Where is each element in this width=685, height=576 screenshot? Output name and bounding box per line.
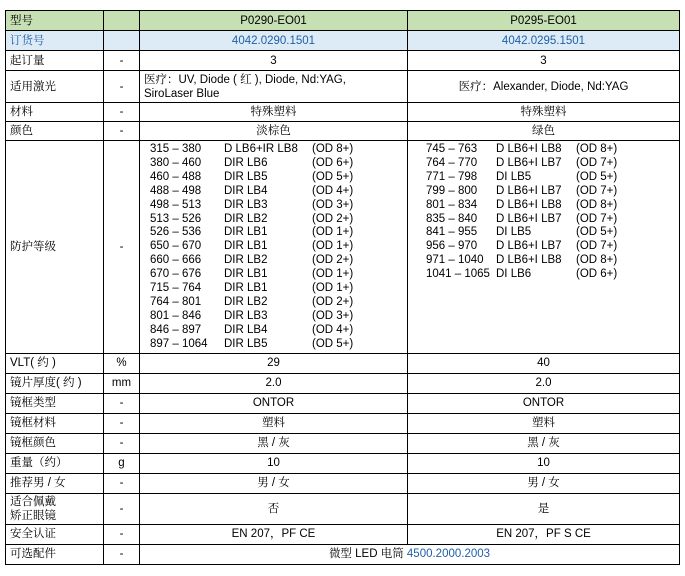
- model1-protection: [140, 141, 408, 354]
- row-label: 镜框颜色: [6, 433, 104, 453]
- optical-density: (OD 3+): [312, 198, 354, 211]
- wavelength-range: 897 – 1064: [150, 337, 208, 350]
- protection-entry: [426, 199, 623, 213]
- protection-spec: DI LB6: [496, 268, 532, 281]
- protection-entry: [150, 268, 359, 282]
- protection-spec: DIR LB2: [224, 295, 268, 308]
- accessory-order-number: 4500.2000.2003: [406, 548, 491, 561]
- optical-density: (OD 1+): [312, 240, 354, 253]
- protection-spec: DI LB5: [496, 170, 532, 183]
- row-unit: %: [104, 353, 140, 373]
- protection-spec: DIR LB5: [224, 337, 268, 350]
- protection-spec: DIR LB4: [224, 323, 268, 336]
- wavelength-range: 498 – 513: [150, 198, 202, 211]
- wavelength-range: 513 – 526: [150, 212, 202, 225]
- model2-lasers: 医疗：Alexander, Diode, Nd:YAG: [408, 71, 680, 103]
- gender-row: [6, 473, 680, 493]
- wavelength-range: 771 – 798: [426, 170, 478, 183]
- protection-spec: DI LB5: [496, 226, 532, 239]
- protection-entry: [426, 226, 623, 240]
- optical-density: (OD 6+): [576, 268, 618, 281]
- frame-material-row: [6, 413, 680, 433]
- wavelength-range: 745 – 763: [426, 143, 478, 155]
- optical-density: (OD 8+): [576, 143, 618, 155]
- protection-entry: [150, 213, 359, 227]
- accessory-value: [140, 544, 680, 564]
- wavelength-range: 380 – 460: [150, 156, 202, 169]
- optical-density: (OD 1+): [312, 226, 354, 239]
- model1-value: 特殊塑料: [140, 103, 408, 122]
- wavelength-range: 801 – 834: [426, 198, 478, 211]
- wavelength-range: 971 – 1040: [426, 254, 484, 267]
- order-label: 订货号: [6, 31, 104, 51]
- row-unit: -: [104, 433, 140, 453]
- optical-density: (OD 2+): [312, 295, 354, 308]
- protection-entry: [150, 254, 359, 268]
- row-unit: -: [104, 51, 140, 71]
- model2-value: EN 207，PF S CE: [408, 524, 680, 544]
- row-unit: -: [104, 103, 140, 122]
- protection-spec: DIR LB2: [224, 212, 268, 225]
- model2-value: 绿色: [408, 122, 680, 141]
- model2-value: 40: [408, 353, 680, 373]
- optical-density: (OD 4+): [312, 184, 354, 197]
- wavelength-range: 799 – 800: [426, 184, 478, 197]
- fits-over-glasses-row: [6, 493, 680, 524]
- protection-entry: [150, 143, 359, 157]
- model1-value: 男 / 女: [140, 473, 408, 493]
- model1-name: P0290-EO01: [140, 11, 408, 31]
- protection-entry: [426, 171, 623, 185]
- model1-value: 塑料: [140, 413, 408, 433]
- row-unit: -: [104, 524, 140, 544]
- optical-density: (OD 7+): [576, 240, 618, 253]
- optical-density: (OD 1+): [312, 268, 354, 281]
- row-unit: -: [104, 544, 140, 564]
- protection-entry: [426, 157, 623, 171]
- row-unit: g: [104, 453, 140, 473]
- wavelength-range: 660 – 666: [150, 254, 202, 267]
- weight-row: [6, 453, 680, 473]
- protection-spec: DIR LB3: [224, 198, 268, 211]
- model2-value: 是: [408, 493, 680, 524]
- model2-value: 男 / 女: [408, 473, 680, 493]
- protection-spec: DIR LB3: [224, 309, 268, 322]
- optical-density: (OD 5+): [312, 170, 354, 183]
- row-label-line1: 适合佩戴: [10, 495, 56, 508]
- model1-value: 否: [140, 493, 408, 524]
- protection-spec: D LB6+I LB8: [496, 143, 562, 155]
- protection-spec: DIR LB5: [224, 170, 268, 183]
- model1-lasers-line2: SiroLaser Blue: [144, 87, 220, 100]
- optical-density: (OD 8+): [576, 254, 618, 267]
- row-unit: -: [104, 122, 140, 141]
- header-label: 型号: [6, 11, 104, 31]
- protection-spec: D LB6+I LB7: [496, 184, 562, 197]
- frame-color-row: [6, 433, 680, 453]
- row-unit: -: [104, 71, 140, 103]
- model2-value: 10: [408, 453, 680, 473]
- model1-lasers: [140, 71, 408, 103]
- order-unit: [104, 31, 140, 51]
- wavelength-range: 526 – 536: [150, 226, 202, 239]
- protection-spec: D LB6+I LB8: [496, 254, 562, 267]
- model2-name: P0295-EO01: [408, 11, 680, 31]
- row-label-line2: 矫正眼镜: [10, 509, 56, 522]
- header-unit: [104, 11, 140, 31]
- optical-density: (OD 2+): [312, 212, 354, 225]
- optical-density: (OD 7+): [576, 212, 618, 225]
- color-row: [6, 122, 680, 141]
- optical-density: (OD 7+): [576, 184, 618, 197]
- model1-value: 黑 / 灰: [140, 433, 408, 453]
- protection-entry: [150, 157, 359, 171]
- model1-value: ONTOR: [140, 393, 408, 413]
- row-unit: mm: [104, 373, 140, 393]
- model1-order-number: 4042.0290.1501: [140, 31, 408, 51]
- optical-density: (OD 6+): [312, 156, 354, 169]
- min-order-row: [6, 51, 680, 71]
- wavelength-range: 764 – 801: [150, 295, 202, 308]
- protection-entry: [426, 254, 623, 268]
- wavelength-range: 650 – 670: [150, 240, 202, 253]
- row-label: VLT( 约 ): [6, 353, 104, 373]
- model-header-row: [6, 11, 680, 31]
- model2-value: 2.0: [408, 373, 680, 393]
- optical-density: (OD 5+): [576, 226, 618, 239]
- row-label: 可选配件: [6, 544, 104, 564]
- wavelength-range: 956 – 970: [426, 240, 478, 253]
- protection-entry: [150, 185, 359, 199]
- protection-spec: D LB6+I LB8: [496, 198, 562, 211]
- wavelength-range: 841 – 955: [426, 226, 478, 239]
- protection-spec: DIR LB6: [224, 156, 268, 169]
- row-label: 起订量: [6, 51, 104, 71]
- model1-value: 29: [140, 353, 408, 373]
- row-label: 镜片厚度( 约 ): [6, 373, 104, 393]
- protection-entry: [426, 185, 623, 199]
- protection-spec: D LB6+IR LB8: [224, 143, 298, 155]
- material-row: [6, 103, 680, 122]
- protection-entry: [426, 213, 623, 227]
- protection-spec: DIR LB4: [224, 184, 268, 197]
- row-label: 适用激光: [6, 71, 104, 103]
- row-label: [6, 493, 104, 524]
- protection-spec: DIR LB1: [224, 226, 268, 239]
- optical-density: (OD 1+): [312, 282, 354, 295]
- protection-entry: [150, 338, 359, 352]
- wavelength-range: 715 – 764: [150, 282, 202, 295]
- protection-entry: [150, 226, 359, 240]
- model1-value: 淡棕色: [140, 122, 408, 141]
- certification-row: [6, 524, 680, 544]
- protection-spec: DIR LB1: [224, 268, 268, 281]
- wavelength-range: 1041 – 1065: [426, 268, 490, 281]
- wavelength-range: 801 – 846: [150, 309, 202, 322]
- protection-entry: [426, 143, 623, 157]
- protection-entry: [150, 240, 359, 254]
- row-label: 镜框类型: [6, 393, 104, 413]
- wavelength-range: 315 – 380: [150, 143, 202, 155]
- model1-value: 3: [140, 51, 408, 71]
- protection-entry: [426, 268, 623, 282]
- model2-value: 塑料: [408, 413, 680, 433]
- optical-density: (OD 8+): [312, 143, 354, 155]
- optical-density: (OD 2+): [312, 254, 354, 267]
- optical-density: (OD 7+): [576, 156, 618, 169]
- protection-spec: D LB6+I LB7: [496, 212, 562, 225]
- vlt-row: [6, 353, 680, 373]
- protection-entry: [150, 282, 359, 296]
- frame-type-row: [6, 393, 680, 413]
- model2-order-number: 4042.0295.1501: [408, 31, 680, 51]
- row-label: 材料: [6, 103, 104, 122]
- row-label: 镜框材料: [6, 413, 104, 433]
- wavelength-range: 488 – 498: [150, 184, 202, 197]
- order-number-row: [6, 31, 680, 51]
- model1-lasers-line1: 医疗：UV, Diode ( 红 ), Diode, Nd:YAG,: [144, 73, 346, 86]
- wavelength-range: 670 – 676: [150, 268, 202, 281]
- row-label: 推荐男 / 女: [6, 473, 104, 493]
- row-unit: -: [104, 393, 140, 413]
- accessory-text: 微型 LED 电筒: [328, 548, 404, 561]
- model1-value: 2.0: [140, 373, 408, 393]
- row-unit: -: [104, 141, 140, 354]
- model2-value: 黑 / 灰: [408, 433, 680, 453]
- wavelength-range: 764 – 770: [426, 156, 478, 169]
- protection-spec: DIR LB2: [224, 254, 268, 267]
- optical-density: (OD 5+): [576, 170, 618, 183]
- accessory-row: [6, 544, 680, 564]
- protection-spec: DIR LB1: [224, 240, 268, 253]
- protection-entry: [150, 324, 359, 338]
- optical-density: (OD 5+): [312, 337, 354, 350]
- model2-value: 3: [408, 51, 680, 71]
- laser-row: [6, 71, 680, 103]
- model1-value: 10: [140, 453, 408, 473]
- model1-protection-list: [150, 143, 359, 352]
- wavelength-range: 835 – 840: [426, 212, 478, 225]
- protection-entry: [150, 171, 359, 185]
- model2-value: ONTOR: [408, 393, 680, 413]
- row-unit: -: [104, 493, 140, 524]
- thickness-row: [6, 373, 680, 393]
- row-label: 重量（约）: [6, 453, 104, 473]
- protection-spec: DIR LB1: [224, 282, 268, 295]
- optical-density: (OD 8+): [576, 198, 618, 211]
- row-unit: -: [104, 473, 140, 493]
- model2-protection: [408, 141, 680, 354]
- row-label: 安全认证: [6, 524, 104, 544]
- optical-density: (OD 3+): [312, 309, 354, 322]
- wavelength-range: 460 – 488: [150, 170, 202, 183]
- protection-entry: [150, 296, 359, 310]
- optical-density: (OD 4+): [312, 323, 354, 336]
- protection-spec: D LB6+I LB7: [496, 240, 562, 253]
- model2-protection-list: [426, 143, 623, 282]
- protection-entry: [150, 199, 359, 213]
- model2-value: 特殊塑料: [408, 103, 680, 122]
- row-label: 防护等级: [6, 141, 104, 354]
- wavelength-range: 846 – 897: [150, 323, 202, 336]
- protection-entry: [150, 310, 359, 324]
- protection-spec: D LB6+I LB7: [496, 156, 562, 169]
- protection-entry: [426, 240, 623, 254]
- spec-table: [5, 10, 680, 565]
- protection-row: [6, 141, 680, 354]
- row-unit: -: [104, 413, 140, 433]
- row-label: 颜色: [6, 122, 104, 141]
- model1-value: EN 207，PF CE: [140, 524, 408, 544]
